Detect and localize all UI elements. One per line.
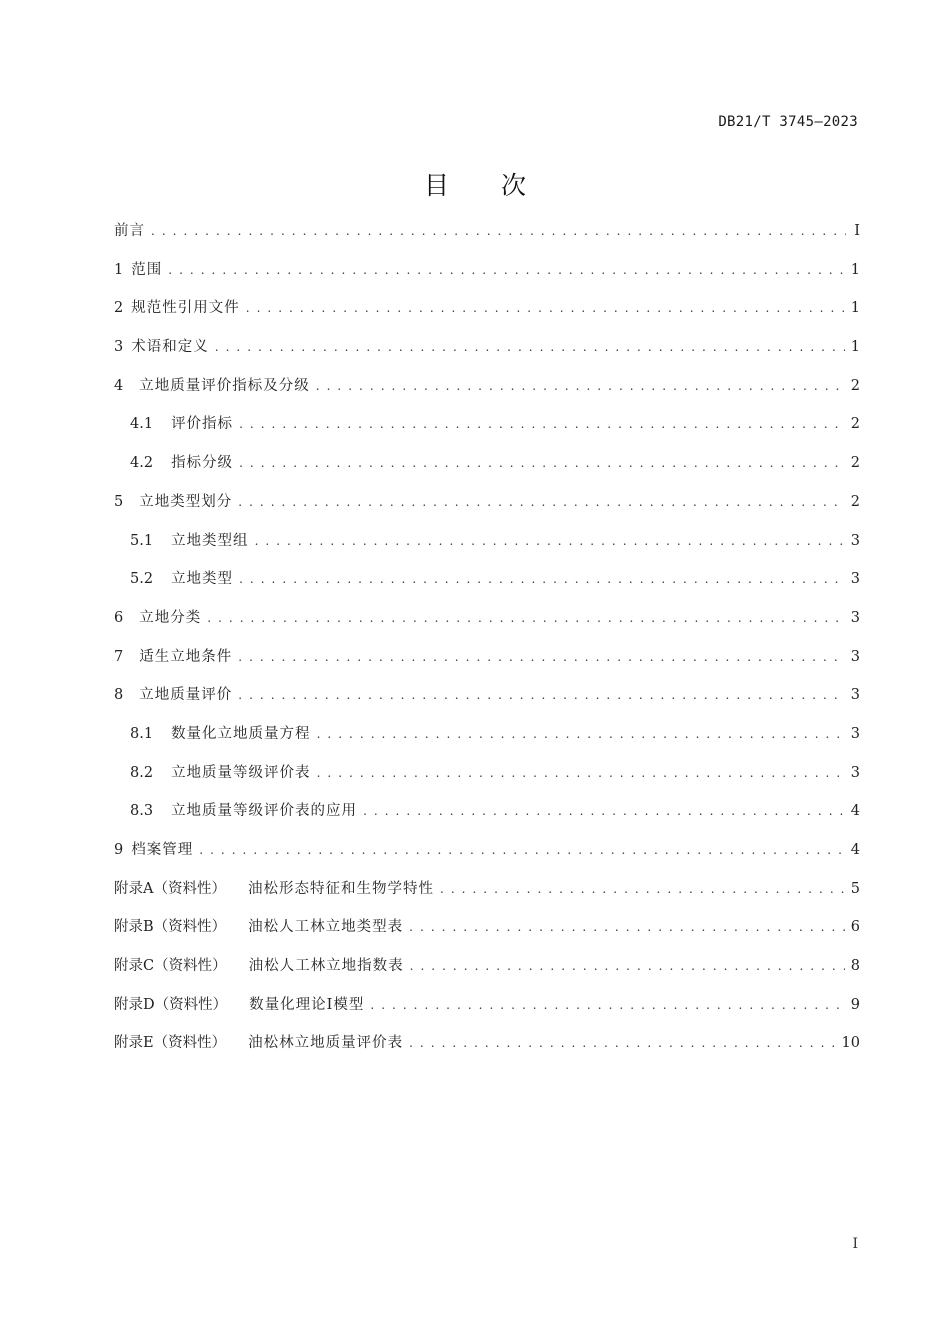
toc-entry-number: 1: [114, 261, 124, 278]
toc-entry-number: 2: [114, 300, 124, 317]
toc-entry-label: 适生立地条件: [139, 648, 233, 665]
toc-entry-number: 8.3: [130, 803, 154, 820]
toc-entry-label: 立地分类: [139, 609, 202, 626]
toc-entry[interactable]: [114, 328, 860, 367]
toc-leader-dots: [440, 870, 845, 909]
toc-entry-page: 3: [850, 532, 860, 549]
toc-entry-number: 5.2: [130, 571, 154, 588]
toc-entry-number: 5: [114, 493, 124, 510]
toc-entry[interactable]: [114, 792, 860, 831]
toc-entry-number: 附录D（资料性）: [114, 996, 228, 1013]
toc-entry[interactable]: [114, 947, 860, 986]
toc-entry-number: 5.1: [130, 532, 154, 549]
toc-entry[interactable]: [114, 599, 860, 638]
toc-entry-page: 2: [850, 493, 860, 510]
toc-leader-dots: [409, 908, 845, 947]
toc-leader-dots: [215, 328, 845, 367]
toc-entry-page: 1: [850, 261, 860, 278]
toc-entry-number: 附录A（资料性）: [114, 880, 226, 897]
toc-entry[interactable]: [114, 754, 860, 793]
toc-entry-label: 前言: [114, 223, 145, 239]
toc-entry-number: 附录B（资料性）: [114, 919, 227, 936]
toc-entry[interactable]: [114, 367, 860, 406]
toc-entry-label: 术语和定义: [131, 339, 209, 356]
toc-entry-label: 数量化立地质量方程: [171, 725, 311, 742]
toc-entry-label: 立地类型划分: [139, 493, 233, 510]
toc-leader-dots: [246, 289, 845, 328]
toc-entry[interactable]: [114, 560, 860, 599]
toc-leader-dots: [199, 831, 845, 870]
toc-entry-page: 1: [850, 300, 860, 317]
toc-entry-number: 8.1: [130, 725, 154, 742]
toc-entry[interactable]: [114, 289, 860, 328]
toc-entry[interactable]: [114, 522, 860, 561]
toc-entry-number: 4: [114, 377, 124, 394]
toc-entry-page: 8: [850, 958, 860, 975]
toc-entry-page: 3: [850, 609, 860, 626]
toc-entry-page: 3: [850, 571, 860, 588]
toc-entry[interactable]: [114, 212, 860, 251]
toc-entry-page: 3: [850, 687, 860, 704]
toc-leader-dots: [239, 560, 845, 599]
toc-entry[interactable]: [114, 870, 860, 909]
toc-entry[interactable]: [114, 676, 860, 715]
toc-leader-dots: [317, 754, 845, 793]
toc-entry-number: 8: [114, 687, 124, 704]
toc-entry-label: 立地质量等级评价表: [171, 764, 311, 781]
toc-leader-dots: [363, 792, 845, 831]
toc-entry[interactable]: [114, 715, 860, 754]
toc-leader-dots: [370, 986, 844, 1025]
toc-entry-label: 油松形态特征和生物学特性: [247, 880, 434, 897]
toc-leader-dots: [238, 676, 845, 715]
toc-entry-label: 立地类型组: [171, 532, 249, 549]
toc-entry-page: 2: [850, 416, 860, 433]
toc-entry-label: 油松人工林立地指数表: [248, 958, 404, 975]
toc-entry-number: 6: [114, 609, 124, 626]
toc-leader-dots: [239, 444, 845, 483]
toc-entry-page: 1: [850, 339, 860, 356]
toc-entry[interactable]: [114, 986, 860, 1025]
toc-entry-number: 3: [114, 339, 124, 356]
toc-entry-number: 9: [114, 842, 124, 858]
toc-entry-page: 5: [850, 880, 860, 897]
toc-entry-label: 规范性引用文件: [131, 300, 240, 317]
toc-entry[interactable]: [114, 831, 860, 870]
toc-entry-label: 评价指标: [171, 416, 234, 433]
toc-entry-label: 立地质量等级评价表的应用: [171, 803, 358, 820]
toc-entry-label: 立地质量评价: [139, 687, 233, 704]
page-number: I: [852, 1236, 858, 1252]
toc-title: 目 次: [424, 171, 548, 200]
toc-entry-page: 4: [850, 803, 860, 820]
toc-entry-number: 8.2: [130, 764, 154, 781]
toc-leader-dots: [168, 251, 845, 290]
toc-leader-dots: [410, 947, 845, 986]
toc-entry-label: 油松林立地质量评价表: [248, 1035, 404, 1052]
toc-leader-dots: [409, 1024, 835, 1063]
toc-entry-page: 2: [850, 455, 860, 472]
toc-entry-label: 油松人工林立地类型表: [248, 919, 404, 936]
toc-entry[interactable]: [114, 444, 860, 483]
toc-entry-number: 4.2: [130, 455, 154, 472]
toc-entry-number: 7: [114, 648, 124, 665]
toc-entry[interactable]: [114, 483, 860, 522]
toc-entry-number: 4.1: [130, 416, 154, 433]
toc-entry[interactable]: [114, 251, 860, 290]
toc-leader-dots: [316, 367, 845, 406]
toc-entry-number: 附录E（资料性）: [114, 1035, 227, 1052]
toc-entry-page: 10: [841, 1035, 860, 1052]
toc-entry-label: 立地质量评价指标及分级: [139, 377, 310, 394]
toc-entry-page: 3: [850, 648, 860, 665]
toc-entry-page: 9: [850, 996, 860, 1013]
toc-entry-number: 附录C（资料性）: [114, 958, 227, 975]
toc-entry-label: 档案管理: [131, 842, 194, 858]
toc-leader-dots: [239, 405, 845, 444]
toc-entry[interactable]: [114, 1024, 860, 1063]
toc-entry-page: I: [854, 223, 860, 239]
toc-entry-page: 4: [850, 842, 860, 858]
toc-leader-dots: [238, 638, 845, 677]
toc-entry[interactable]: [114, 638, 860, 677]
toc-leader-dots: [238, 483, 845, 522]
toc-entry-label: 立地类型: [171, 571, 234, 588]
toc-entry[interactable]: [114, 908, 860, 947]
toc-entry-label: 指标分级: [171, 455, 234, 472]
toc-list: [114, 212, 860, 1063]
toc-entry-page: 2: [850, 377, 860, 394]
toc-entry-page: 6: [850, 919, 860, 936]
toc-leader-dots: [255, 522, 845, 561]
toc-entry-page: 3: [850, 764, 860, 781]
toc-leader-dots: [317, 715, 845, 754]
toc-leader-dots: [207, 599, 845, 638]
toc-leader-dots: [151, 212, 846, 251]
toc-entry-label: 范围: [131, 261, 163, 278]
toc-entry-label: 数量化理论Ⅰ模型: [249, 996, 365, 1013]
toc-entry[interactable]: [114, 405, 860, 444]
toc-entry-page: 3: [850, 725, 860, 742]
document-code: DB21/T 3745—2023: [718, 114, 858, 130]
